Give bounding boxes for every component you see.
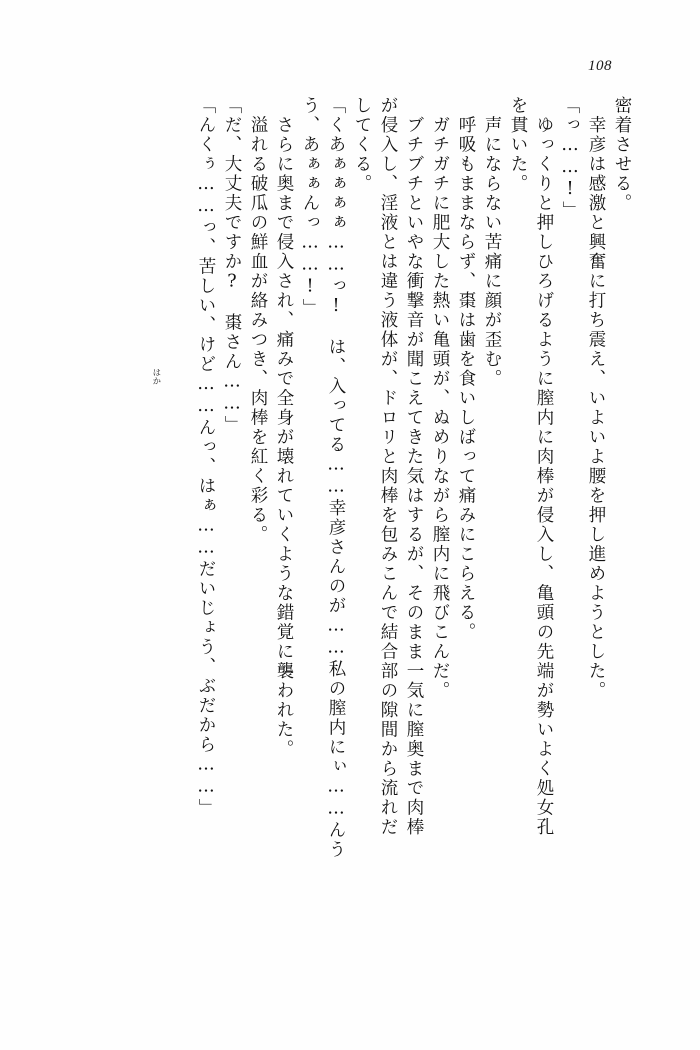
text-column: してくる。 [352, 96, 372, 194]
text-column: ゆっくりと押しひろげるように膣内に肉棒が侵入し、亀頭の先端が勢いよく処女孔 [534, 96, 554, 837]
text-column: 呼吸もままならず、棗は歯を食いしばって痛みにこらえる。 [456, 96, 476, 642]
text-column: さらに奥まで侵入され、痛みで全身が壊れていくような錯覚に襲われた。 [274, 96, 294, 759]
text-column: ブチブチといやな衝撃音が聞こえてきた気はするが、そのまま一気に膣奥まで肉棒 [404, 96, 424, 837]
text-column: う、あぁぁんっ……!」 [300, 96, 320, 318]
text-column: 溢れる破瓜の鮮血が絡みつき、肉棒を紅く彩る。 [248, 96, 268, 545]
text-column: 幸彦は感激と興奮に打ち震え、いよいよ腰を押し進めようとした。 [586, 96, 606, 701]
vertical-text-block [62, 96, 630, 926]
text-column: 声にならない苦痛に顔が歪む。 [482, 96, 502, 389]
text-column: が侵入し、淫液とは違う液体が、ドロリと肉棒を包みこんで結合部の隙間から流れだ [378, 96, 398, 837]
text-column: を貫いた。 [508, 96, 528, 194]
page-number: 108 [588, 58, 612, 74]
text-column: 「っ……!」 [560, 96, 580, 221]
text-column: 密着させる。 [612, 96, 632, 213]
text-column: 「だ、大丈夫ですか? 棗さん……」 [222, 96, 242, 435]
ruby-annotation: はか [151, 368, 162, 385]
text-column: 「んくぅ……っ、苦しい、けど……んっ、はぁ……だいじょう、ぶだから……」 [196, 96, 216, 818]
text-column: ガチガチに肥大した熱い亀頭が、ぬめりながら膣内に飛びこんだ。 [430, 96, 450, 701]
text-column: 「くあぁぁぁぁ……っ! は、入ってる……幸彦さんのが……私の膣内にぃ……んう [326, 96, 346, 860]
